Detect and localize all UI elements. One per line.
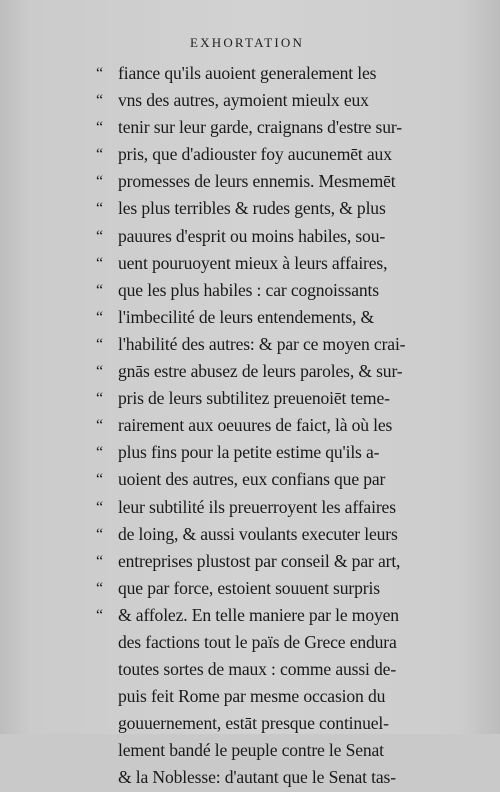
- text-line: [0, 358, 500, 385]
- text-line: [0, 168, 500, 195]
- quotation-marker: “: [96, 200, 104, 218]
- text-line: [0, 304, 500, 331]
- text-line: [0, 277, 500, 304]
- text-line: [0, 764, 500, 791]
- line-text: l'habilité des autres: & par ce moyen crai-: [118, 333, 406, 354]
- quotation-marker: “: [96, 119, 104, 137]
- line-text: l'imbecilité de leurs entendements, &: [118, 306, 375, 327]
- text-line: [0, 521, 500, 548]
- line-text: des factions tout le païs de Grece endura: [118, 631, 397, 652]
- quotation-marker: “: [96, 579, 104, 597]
- text-line: [0, 683, 500, 710]
- text-line: [0, 439, 500, 466]
- text-line: [0, 114, 500, 141]
- line-text: & affolez. En telle maniere par le moyen: [118, 604, 399, 625]
- text-line: [0, 250, 500, 277]
- running-header: EXHORTATION: [190, 35, 305, 50]
- text-line: [0, 412, 500, 439]
- line-text: toutes sortes de maux : comme aussi de-: [118, 659, 397, 680]
- quotation-marker: “: [96, 281, 104, 299]
- quotation-marker: “: [96, 417, 104, 435]
- text-block: [0, 60, 500, 792]
- text-line: [0, 141, 500, 168]
- quotation-marker: “: [96, 227, 104, 245]
- line-text: que les plus habiles : car cognoissants: [118, 279, 379, 300]
- text-line: [0, 87, 500, 114]
- line-text: plus fins pour la petite estime qu'ils a-: [118, 442, 380, 463]
- line-text: gouuernement, estāt presque continuel-: [118, 713, 389, 734]
- text-line: [0, 223, 500, 250]
- text-line: [0, 494, 500, 521]
- line-text: fiance qu'ils auoient generalement les: [118, 63, 377, 83]
- quotation-marker: “: [96, 525, 104, 543]
- quotation-marker: “: [96, 390, 104, 408]
- line-text: leur subtilité ils preuerroyent les affaires: [118, 496, 396, 517]
- text-line: [0, 575, 500, 602]
- line-text: pris, que d'adiouster foy aucunemēt aux: [118, 144, 392, 165]
- quotation-marker: “: [96, 606, 104, 624]
- line-text: puis feit Rome par mesme occasion du: [118, 686, 386, 707]
- quotation-marker: “: [96, 65, 104, 82]
- line-text: uent pouruoyent mieux à leurs affaires,: [118, 252, 388, 273]
- text-line: [0, 737, 500, 764]
- line-text: uoient des autres, eux confians que par: [118, 469, 386, 490]
- text-line: [0, 60, 500, 87]
- line-text: rairement aux oeuures de faict, là où les: [118, 415, 393, 436]
- quotation-marker: “: [96, 498, 104, 516]
- text-line: [0, 710, 500, 737]
- text-line: [0, 195, 500, 222]
- line-text: & la Noblesse: d'autant que le Senat tas-: [118, 767, 396, 788]
- text-line: [0, 629, 500, 656]
- text-line: [0, 548, 500, 575]
- quotation-marker: “: [96, 92, 104, 110]
- quotation-marker: “: [96, 254, 104, 272]
- line-text: lement bandé le peuple contre le Senat: [118, 740, 384, 761]
- line-text: pris de leurs subtilitez preuenoiēt teme-: [118, 388, 390, 409]
- quotation-marker: “: [96, 173, 104, 191]
- line-text: entreprises plustost par conseil & par art,: [118, 550, 401, 571]
- text-line: [0, 656, 500, 683]
- text-line: [0, 331, 500, 358]
- text-line: [0, 602, 500, 629]
- line-text: promesses de leurs ennemis. Mesmemēt: [118, 171, 396, 192]
- line-text: tenir sur leur garde, craignans d'estre sur-: [118, 117, 402, 138]
- line-text: pauures d'esprit ou moins habiles, sou-: [118, 225, 386, 246]
- quotation-marker: “: [96, 363, 104, 381]
- line-text: de loing, & aussi voulants executer leurs: [118, 523, 398, 544]
- quotation-marker: “: [96, 471, 104, 489]
- text-line: [0, 385, 500, 412]
- line-text: vns des autres, aymoient mieulx eux: [118, 90, 369, 111]
- line-text: gnās estre abusez de leurs paroles, & sur-: [118, 361, 403, 382]
- quotation-marker: “: [96, 146, 104, 164]
- line-text: que par force, estoient souuent surpris: [118, 577, 380, 598]
- quotation-marker: “: [96, 552, 104, 570]
- text-line: [0, 466, 500, 493]
- quotation-marker: “: [96, 444, 104, 462]
- line-text: les plus terribles & rudes gents, & plus: [118, 198, 386, 219]
- quotation-marker: “: [96, 335, 104, 353]
- quotation-marker: “: [96, 308, 104, 326]
